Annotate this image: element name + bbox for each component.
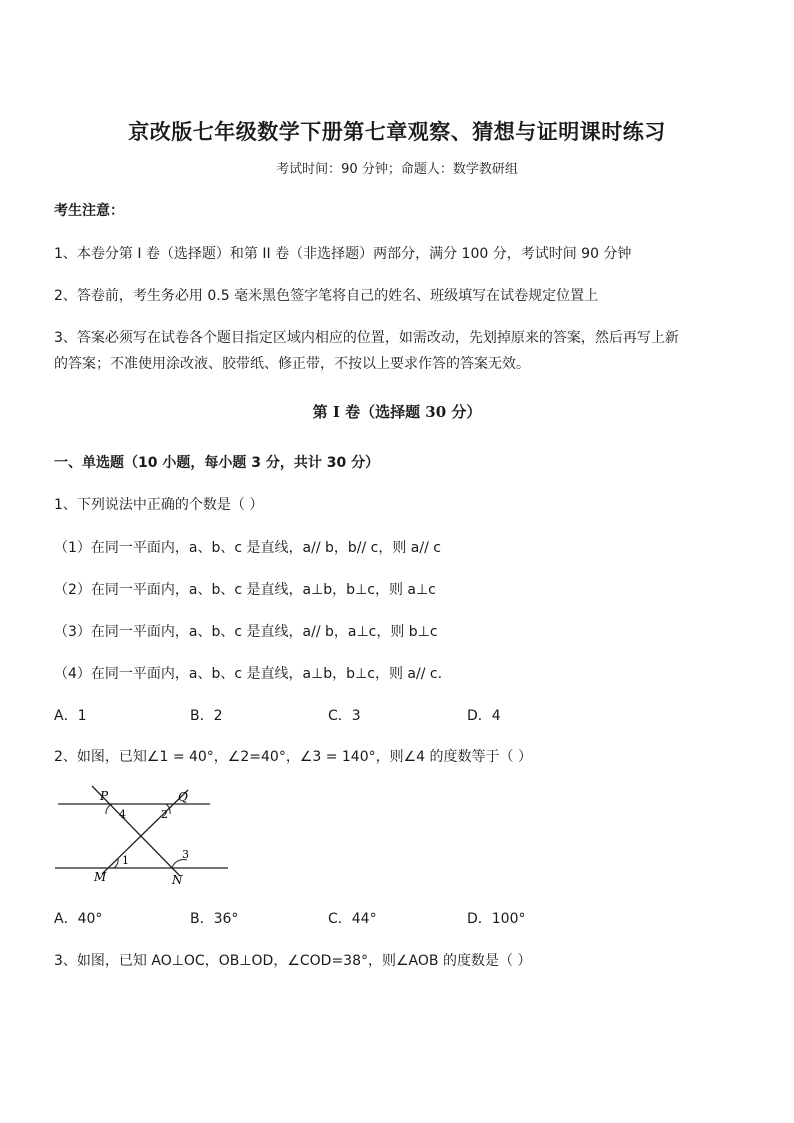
label-angle-2: 2 (161, 808, 168, 821)
q2-option-c: C．44° (328, 911, 377, 927)
notice-item-3-continued: 的答案；不准使用涂改液、胶带纸、修正带，不按以上要求作答的答案无效。 (54, 356, 530, 372)
q3-stem: 3、如图，已知 AO⊥OC，OB⊥OD，∠COD=38°，则∠AOB 的度数是（ ） (54, 953, 532, 969)
q1-statement-4: （4）在同一平面内，a、b、c 是直线，a⊥b，b⊥c，则 a// c. (54, 666, 443, 682)
part-heading: 第 I 卷（选择题 30 分） (312, 403, 482, 421)
q1-option-c: C．3 (328, 708, 361, 724)
label-n: N (172, 873, 183, 887)
q1-statement-2: （2）在同一平面内，a、b、c 是直线，a⊥b，b⊥c，则 a⊥c (54, 582, 436, 598)
notice-item-1: 1、本卷分第 I 卷（选择题）和第 II 卷（非选择题）两部分，满分 100 分，考试时间 90 分钟 (54, 246, 632, 262)
label-p: P (100, 789, 109, 803)
label-angle-4: 4 (119, 808, 126, 821)
q1-stem: 1、下列说法中正确的个数是（ ） (54, 497, 264, 513)
q1-option-d: D．4 (467, 708, 501, 724)
exam-info: 考试时间：90 分钟；命题人：数学教研组 (276, 162, 518, 177)
label-q: Q (178, 790, 188, 804)
page-title: 京改版七年级数学下册第七章观察、猜想与证明课时练习 (128, 119, 666, 144)
label-angle-3: 3 (182, 848, 189, 861)
notice-item-2: 2、答卷前，考生务必用 0.5 毫米黑色签字笔将自己的姓名、班级填写在试卷规定位置上 (54, 288, 599, 304)
q1-option-a: A．1 (54, 708, 87, 724)
q2-geometry-figure (50, 784, 240, 888)
label-angle-1: 1 (122, 854, 129, 867)
q2-stem: 2、如图，已知∠1 = 40°，∠2=40°，∠3 = 140°，则∠4 的度数等于（ ） (54, 749, 532, 765)
transversal-qm (102, 790, 188, 874)
q1-option-b: B．2 (190, 708, 223, 724)
q2-option-d: D．100° (467, 911, 526, 927)
q2-option-b: B．36° (190, 911, 239, 927)
q1-statement-3: （3）在同一平面内，a、b、c 是直线，a// b，a⊥c，则 b⊥c (54, 624, 438, 640)
notice-heading: 考生注意： (54, 203, 124, 219)
label-m: M (94, 870, 107, 884)
notice-item-3: 3、答案必须写在试卷各个题目指定区域内相应的位置，如需改动，先划掉原来的答案，然后再写上新 (54, 330, 679, 346)
q2-option-a: A．40° (54, 911, 103, 927)
section-heading: 一、单选题（10 小题，每小题 3 分，共计 30 分） (54, 455, 380, 471)
q1-statement-1: （1）在同一平面内，a、b、c 是直线，a// b，b// c，则 a// c (54, 540, 441, 556)
